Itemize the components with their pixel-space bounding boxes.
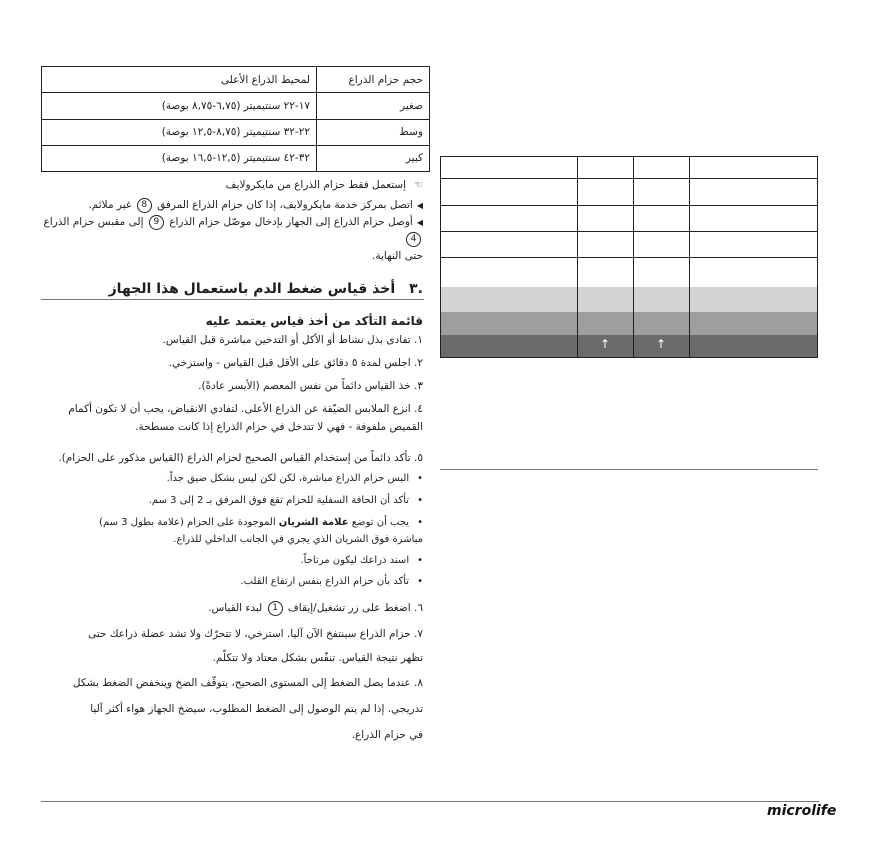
table-header-size: حجم حزام الذراع (317, 67, 430, 93)
bullet-item (3, 470, 423, 487)
checklist-title: قائمة التأكد من أخذ قياس يعتمد عليه (205, 314, 423, 328)
step-7-line: ٧. حزام الذراع سينتفخ الآن آليا. استرخي، لا تتحرّك ولا تشد عضلة ذراعك حتى (88, 628, 423, 640)
grid-line (440, 257, 818, 258)
note-text: اتصل بمركز خدمة مايكرولايف، إذا كان حزام الذراع المرفق (157, 199, 413, 211)
grid-line (817, 156, 818, 358)
cuff-number-badge: 8 (137, 198, 152, 213)
bullet-text: يجب أن توضع (351, 517, 410, 528)
artery-mark-label: علامة الشريان (278, 517, 349, 528)
bullet-item (3, 492, 423, 509)
grid-line (440, 178, 818, 179)
step-8-line: في حزام الذراع. (351, 729, 423, 741)
note-text: إلى مقبس حزام الذراع (43, 216, 144, 228)
step-7-line: تظهر نتيجة القياس. تنفّس بشكل معتاد ولا تتكلّم. (212, 652, 423, 664)
table-cell-size: وسط (317, 119, 430, 145)
grid-line (440, 156, 441, 358)
note-text: إستعمل فقط حزام الذراع من مايكرولايف (225, 179, 407, 191)
grid-line (440, 357, 818, 358)
connector-number-badge: 9 (149, 215, 164, 230)
note-text: حتى النهاية. (372, 250, 423, 262)
grid-band-light (440, 287, 818, 312)
bullet-dot: • (417, 473, 423, 484)
note-text: أوصل حزام الذراع إلى الجهاز بإدخال موصّل حزام الذراع (169, 216, 413, 228)
note-contact-service (88, 197, 423, 214)
cuff-size-table (41, 66, 430, 172)
table-cell-size: كبير (317, 145, 430, 171)
note-microlife-only (226, 177, 423, 194)
step-4-line: ٤. انزع الملابس الضيّقة عن الذراع الأعلى. لتفادي الانقباض، يجب أن لا تكون أكمام (68, 403, 423, 415)
bullet-text: الموجودة على الحزام (علامة بطول 3 سم) (99, 517, 276, 528)
bullet-item (3, 573, 423, 590)
grid-line (440, 231, 818, 232)
table-cell-range: ٢٢-٣٢ سنتيميتر (٨,٧٥-١٢,٥ بوصة) (42, 119, 317, 145)
step-1: ١. تفادى بذل نشاط أو الأكل أو التدخين مباشرة قبل القياس. (162, 334, 423, 346)
step-6 (0, 597, 423, 619)
section-number: .٣ (409, 281, 423, 297)
section-heading (109, 281, 423, 297)
section-divider (41, 299, 424, 300)
grid-band-mid (440, 312, 818, 335)
step-3: ٣. خذ القياس دائماً من نفس المعصم (الأيسر عادةً). (198, 380, 423, 392)
step-4-line: القميص ملفوفة - فهي لا تتدخل في حزام الذراع إذا كانت مسطحة. (135, 421, 423, 433)
table-row (42, 145, 430, 171)
bullet-dot: • (417, 555, 423, 566)
table-row (42, 119, 430, 145)
note-text: غير ملائم. (88, 199, 132, 211)
table-cell-range: ١٧-٢٢ سنتيميتر (٦,٧٥-٨,٧٥ بوصة) (42, 93, 317, 119)
bullet-dot: • (417, 576, 423, 587)
section-title: أخذ قياس ضغط الدم باستعمال هذا الجهاز (108, 281, 396, 297)
bullet-item (3, 514, 423, 548)
up-arrow-icon: ↑ (600, 337, 611, 351)
step-8-line: ٨. عندما يصل الضغط إلى المستوى الصحيح، يتوقّف الضخ وينخفض الضغط بشكل (72, 677, 423, 689)
bullet-dot: • (417, 495, 423, 506)
table-header-range: لمحيط الذراع الأعلى (42, 67, 317, 93)
step-text: لبدء القياس. (208, 602, 263, 614)
bullet-text: اسند ذراعك ليكون مرتاحاً. (300, 555, 410, 566)
bullet-item (3, 552, 423, 569)
socket-number-badge: 4 (406, 232, 421, 247)
grid-line (689, 156, 690, 358)
step-4 (0, 400, 423, 436)
bullet-dot: • (417, 517, 423, 528)
grid-line (577, 156, 578, 358)
reading-grid (440, 156, 818, 358)
triangle-left-icon: ◀ (416, 218, 423, 227)
up-arrow-icon: ↑ (656, 337, 667, 351)
bullet-text: تأكد أن الحافة السفلية للحزام تقع فوق المرفق بـ 2 إلى 3 سم. (148, 495, 410, 506)
grid-band-dark (440, 335, 818, 358)
step-7 (0, 622, 423, 670)
note-connect-cuff (31, 214, 423, 265)
microlife-logo: microlife (767, 803, 837, 819)
right-divider (440, 469, 818, 470)
step-5: ٥. تأكد دائماً من إستخدام القياس الصحيح لحزام الذراع (القياس مذكور على الحزام). (58, 452, 423, 464)
grid-line (440, 156, 818, 157)
table-cell-size: صغير (317, 93, 430, 119)
step-8 (0, 670, 423, 748)
triangle-left-icon: ◀ (416, 201, 423, 210)
grid-line (440, 205, 818, 206)
grid-line (633, 156, 634, 358)
step-text: ٦. اضغط على زر تشغيل/إيقاف (287, 602, 423, 614)
table-row (42, 93, 430, 119)
bullet-text: البس حزام الذراع مباشرة، لكن لكن ليس بشكل ضيق جداً. (166, 473, 410, 484)
table-cell-range: ٣٢-٤٢ سنتيميتر (١٢,٥-١٦,٥ بوصة) (42, 145, 317, 171)
pointing-hand-icon: ☜ (414, 180, 423, 191)
footer-divider (41, 801, 819, 802)
power-button-number-badge: 1 (268, 601, 283, 616)
step-2: ٢. اجلس لمدة ٥ دقائق على الأقل قبل القياس - واسترخي. (168, 357, 423, 369)
bullet-text: تأكد بأن حزام الذراع بنفس ارتفاع القلب. (240, 576, 410, 587)
step-8-line: تدريجي. إذا لم يتم الوصول إلى الضغط المطلوب، سيضخ الجهاز هواء أكثر آليا (90, 703, 423, 715)
bullet-text: مباشرة فوق الشريان الذي يجري في الجانب الداخلي للذراع. (173, 534, 423, 545)
table-header-row (42, 67, 430, 93)
